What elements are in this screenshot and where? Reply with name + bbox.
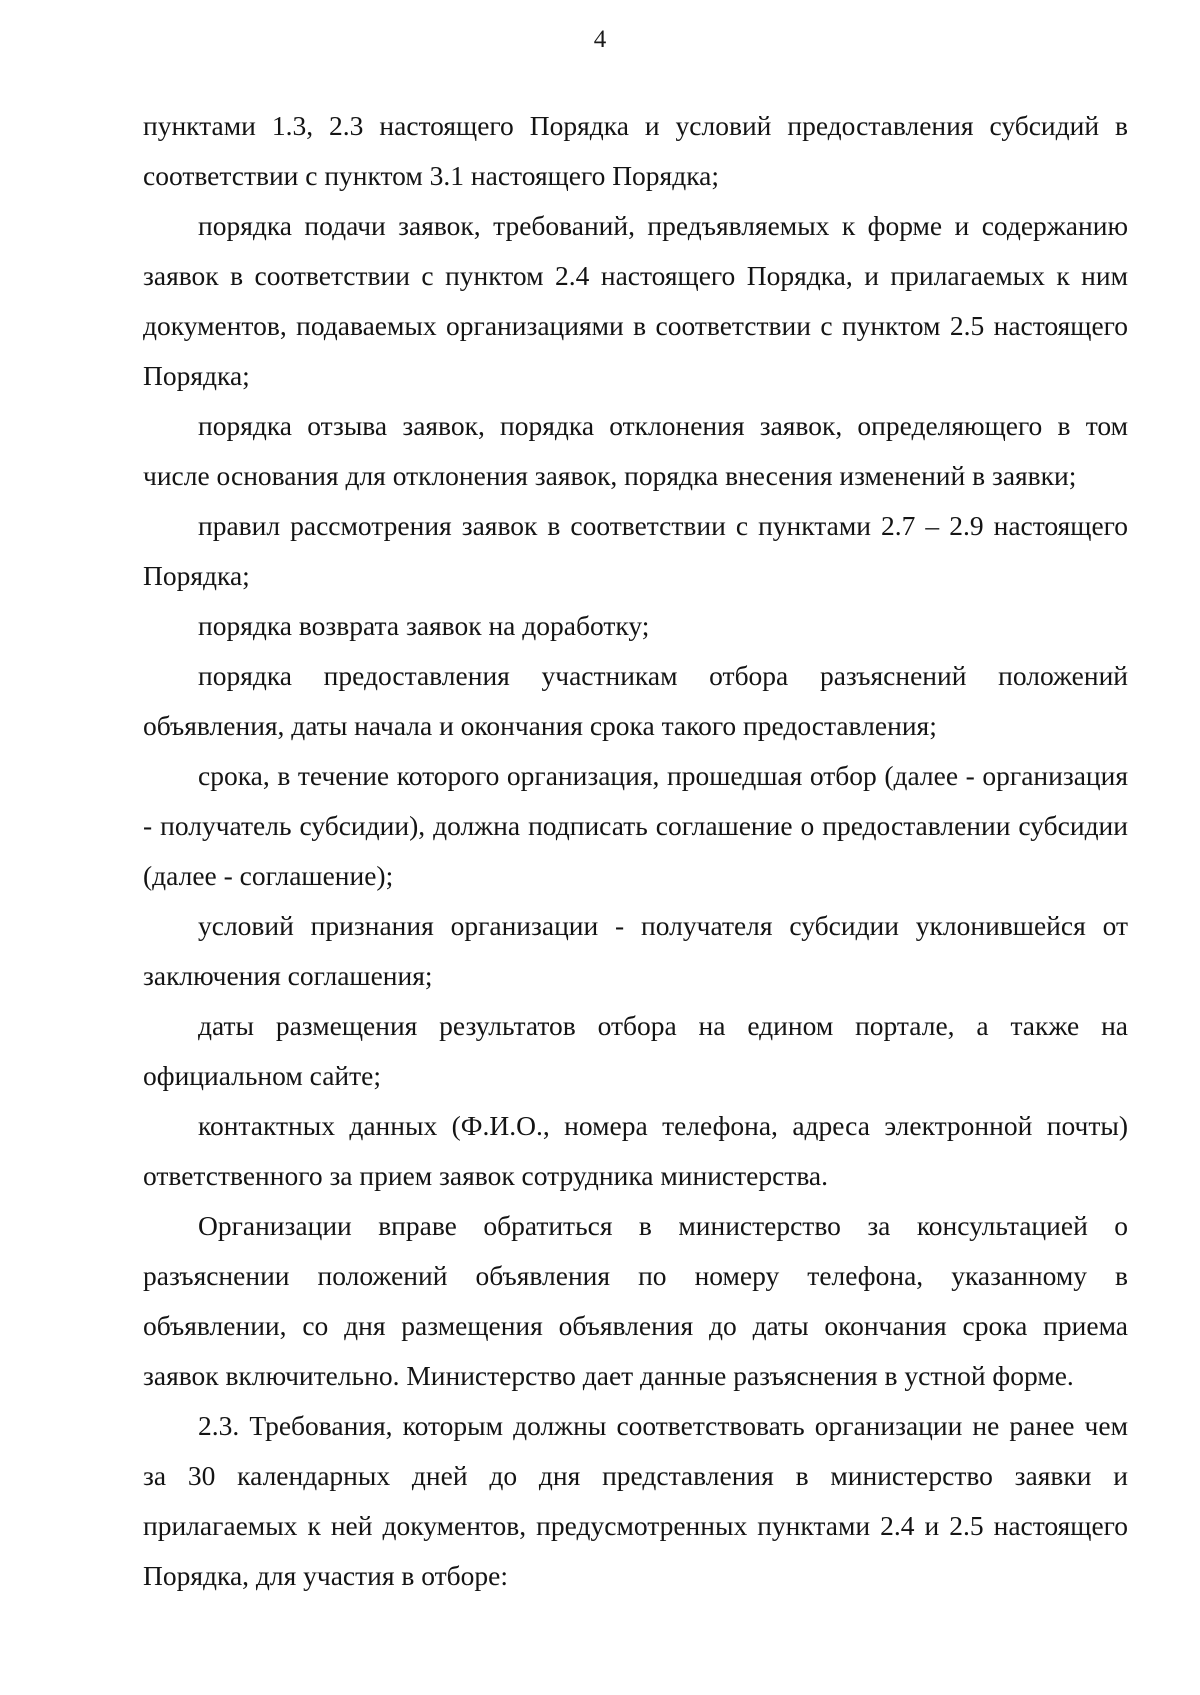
- paragraph: правил рассмотрения заявок в соответствии с пунктами 2.7 – 2.9 настоящего Порядка;: [143, 510, 1128, 591]
- document-body: [143, 101, 1128, 1601]
- paragraph: порядка отзыва заявок, порядка отклонения заявок, определяющего в том числе основания для отклонения заявок, порядка внесения изменений в заявки;: [143, 410, 1128, 491]
- paragraph: контактных данных (Ф.И.О., номера телефона, адреса электронной почты) ответственного за прием заявок сотрудника министерства.: [143, 1110, 1128, 1191]
- paragraph: порядка возврата заявок на доработку;: [198, 610, 650, 641]
- paragraph: условий признания организации - получателя субсидии уклонившейся от заключения соглашения;: [143, 910, 1128, 991]
- paragraph: срока, в течение которого организация, прошедшая отбор (далее - организация - получатель субсидии), должна подписать соглашение о предоставлении субсидии (далее - соглашение);: [143, 760, 1128, 891]
- paragraph: даты размещения результатов отбора на едином портале, а также на официальном сайте;: [143, 1010, 1128, 1091]
- paragraph: 2.3. Требования, которым должны соответствовать организации не ранее чем за 30 календарных дней до дня представления в министерство заявки и прилагаемых к ней документов, предусмотренных пунктами 2.4 и 2.5 настоящего Порядка, для участия в отборе:: [143, 1410, 1128, 1591]
- paragraph: порядка подачи заявок, требований, предъявляемых к форме и содержанию заявок в соответствии с пунктом 2.4 настоящего Порядка, и прилагаемых к ним документов, подаваемых организациями в соответствии с пунктом 2.5 настоящего Порядка;: [143, 210, 1128, 391]
- paragraph: пунктами 1.3, 2.3 настоящего Порядка и условий предоставления субсидий в соответствии с пунктом 3.1 настоящего Порядка;: [143, 110, 1128, 191]
- paragraph: Организации вправе обратиться в министерство за консультацией о разъяснении положений объявления по номеру телефона, указанному в объявлении, со дня размещения объявления до даты окончания срока приема заявок включительно. Министерство дает данные разъяснения в устной форме.: [143, 1210, 1128, 1391]
- paragraph: порядка предоставления участникам отбора разъяснений положений объявления, даты начала и окончания срока такого предоставления;: [143, 660, 1128, 741]
- page-number: 4: [593, 26, 607, 53]
